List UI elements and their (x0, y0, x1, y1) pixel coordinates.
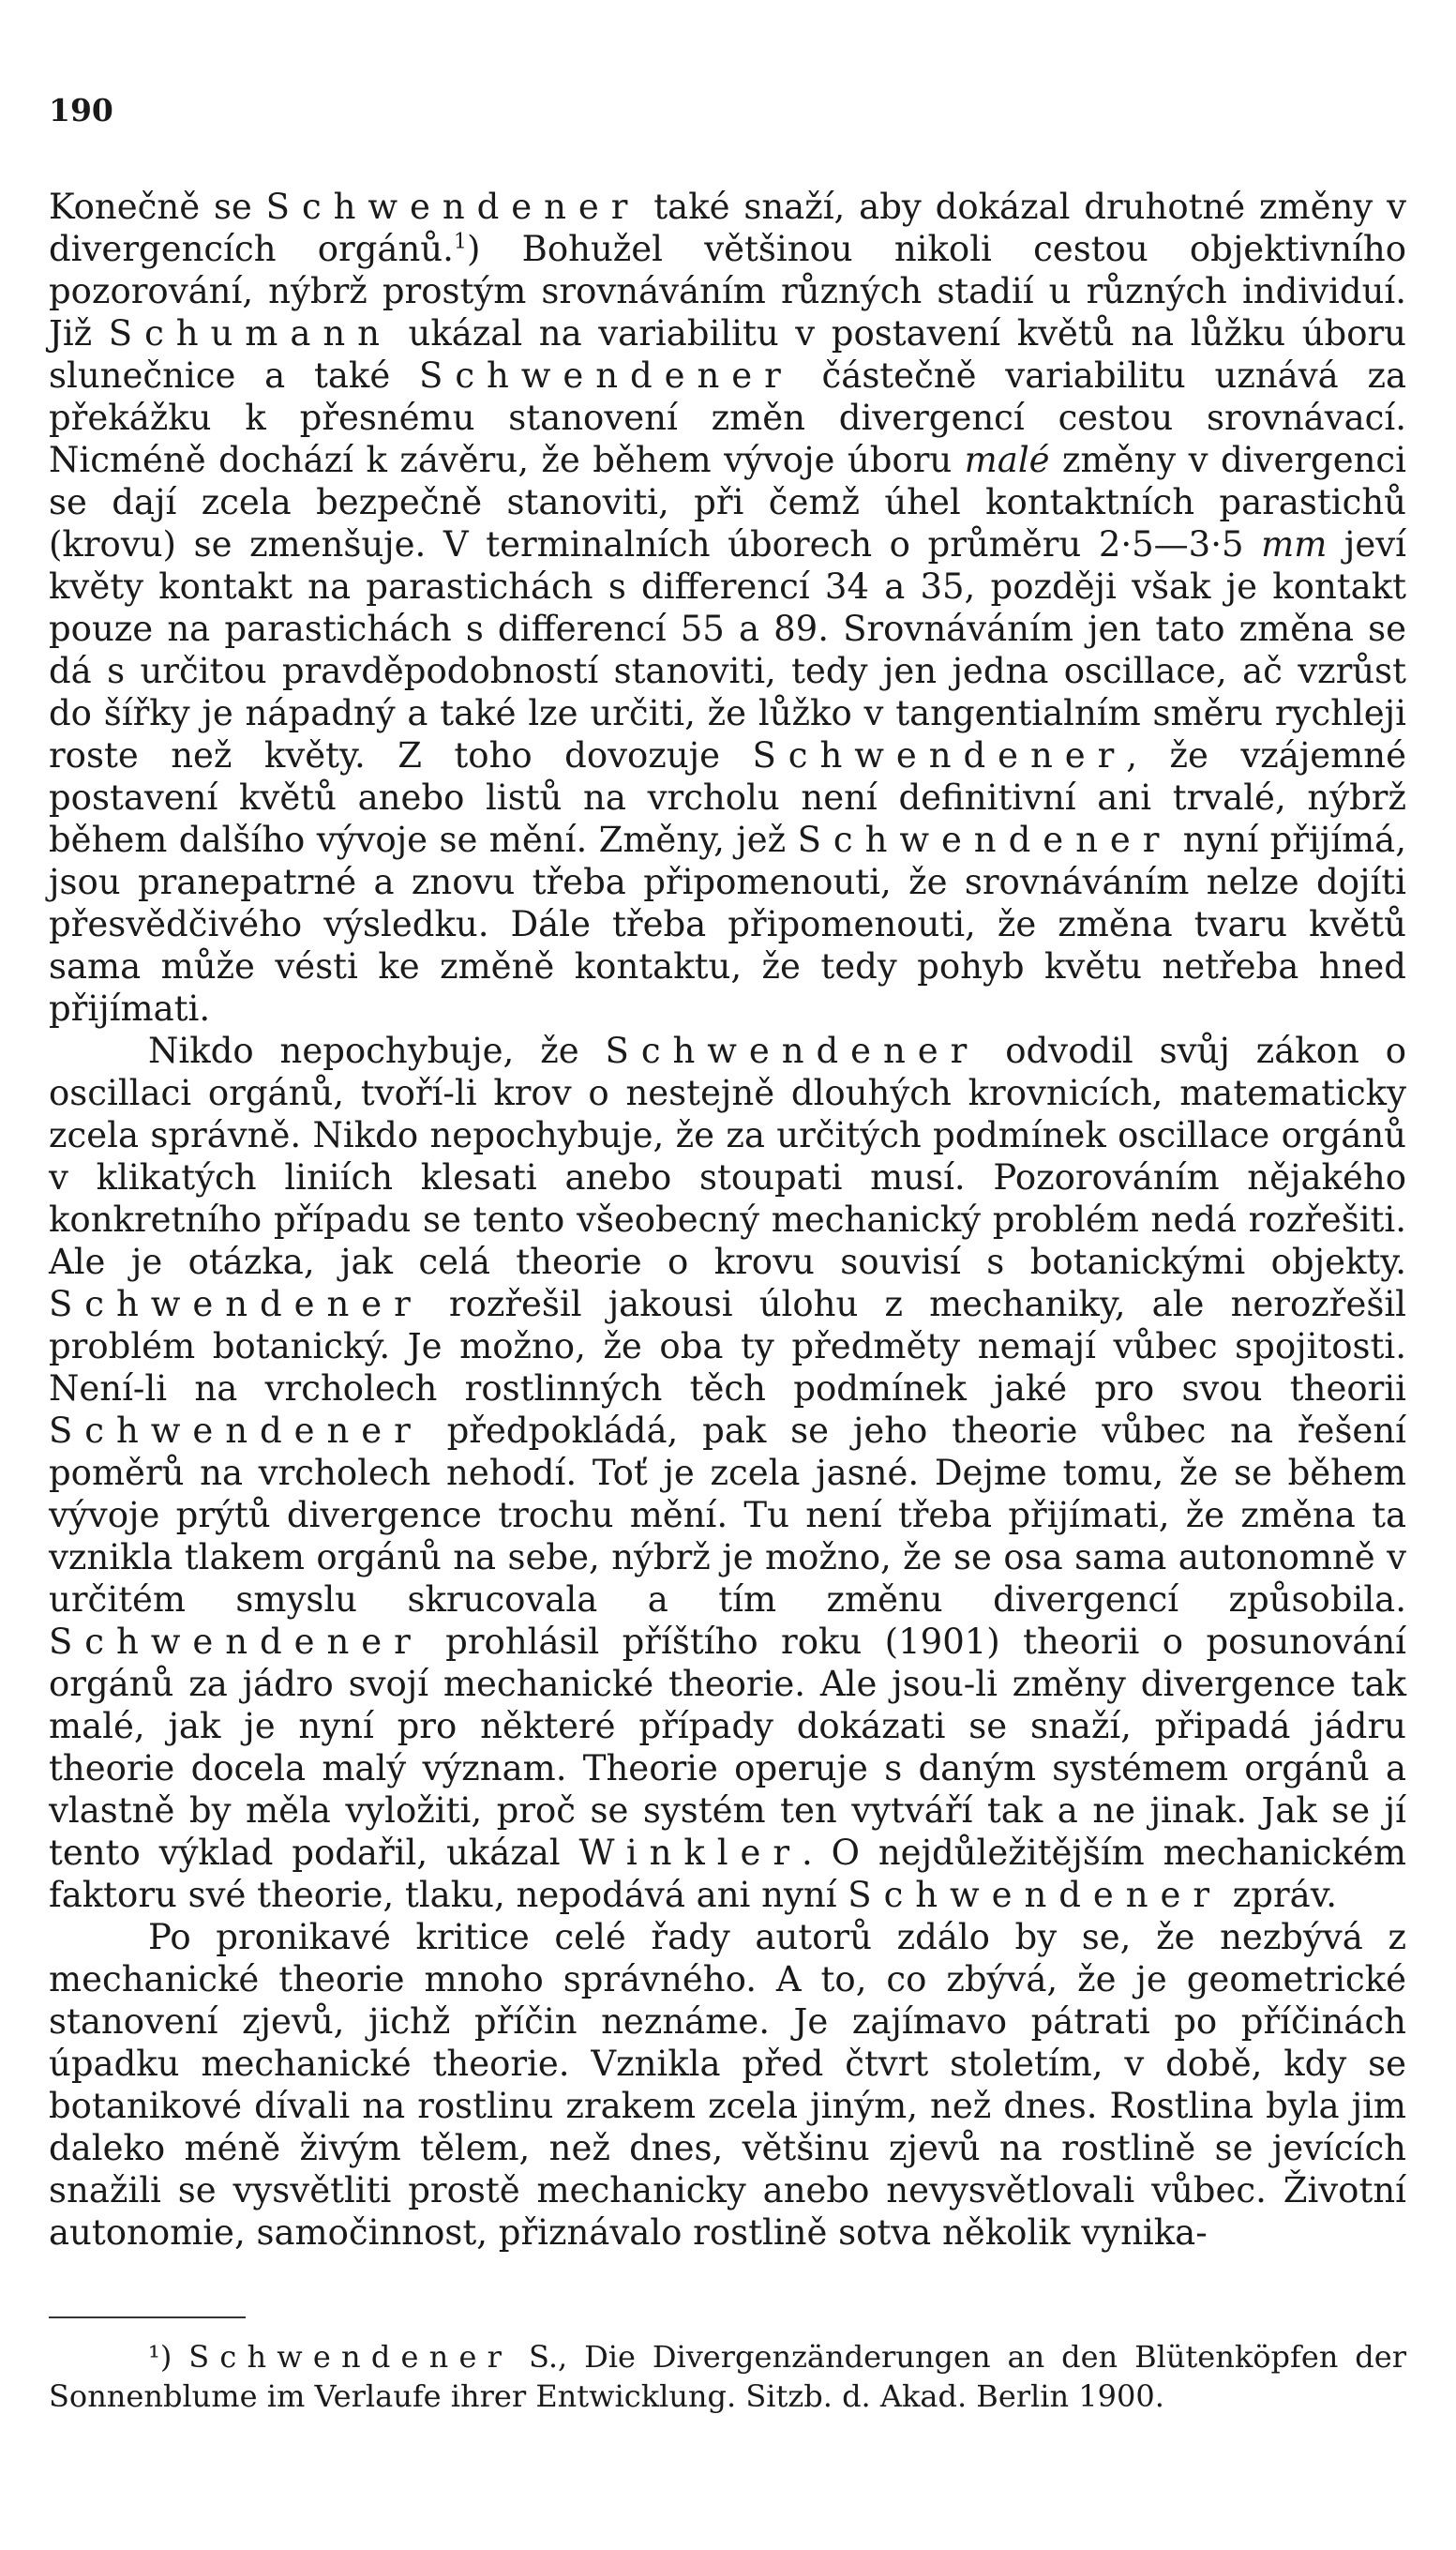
footnote-divider (49, 2316, 246, 2318)
text-run: ¹) (148, 2339, 189, 2375)
paragraph (49, 1916, 1406, 2254)
author-name: Schwendener (419, 355, 793, 396)
text-run: Konečně se (49, 187, 266, 227)
author-name: Schwendener (49, 1411, 423, 1451)
text-run: rozřešil jakousi úlohu z mechaniky, ale nerozřešil problém botanický. Je možno, že oba ty předměty nemají vůbec spojitosti. Není-li na vrcholech rostlinných těch podmínek jaké pro svou theorii (49, 1284, 1406, 1409)
footnote (49, 2337, 1406, 2416)
text-run: předpokládá, pak se jeho theorie vůbec na řešení poměrů na vrcholech nehodí. Toť je zcela jasné. Dejme tomu, že se během vývoje prýtů divergence trochu mění. Tu není třeba přijímati, že změna ta vznikla tlakem orgánů na sebe, nýbrž je možno, že se osa sama autonomně v určitém smyslu skrucovala a tím změnu divergencí způsobila. (49, 1411, 1406, 1620)
author-name: Schwendener (797, 820, 1172, 860)
text-run: částečně variabilitu uznává za překážku k přesnému stanovení změn divergencí cestou srovnávací. Nicméně dochází k závěru, že během vývoje úboru (49, 355, 1406, 480)
author-name: Schumann (108, 313, 392, 354)
author-name: Schwendener (49, 1284, 423, 1324)
text-run: jeví květy kontakt na parastichách s differencí 34 a 35, později však je kontakt pouze na parastichách s differencí 55 a 89. Srovnáváním jen tato změna se dá s určitou pravděpodobností stanoviti, tedy jen jedna oscillace, ač vzrůst do šířky je nápadný a také lze určiti, že lůžko v tangentialním směru rychleji roste než květy. Z toho dovozuje (49, 524, 1406, 776)
emphasis-text: mm (1261, 524, 1328, 565)
author-name: Schwendener (752, 735, 1127, 776)
text-run: zpráv. (1222, 1875, 1338, 1915)
author-name: Schwendener (188, 2339, 513, 2375)
text-run: Po pronikavé kritice celé řady autorů zdálo by se, že nezbývá z mechanické theorie mnoho správného. A to, co zbývá, že je geometrické stanovení zjevů, jichž příčin neznáme. Je zajímavo pátrati po příčinách úpadku mechanické theorie. Vznikla před čtvrt stoletím, v době, kdy se botanikové dívali na rostlinu zrakem zcela jiným, než dnes. Rostlina byla jim daleko méně živým tělem, než dnes, většinu zjevů na rostlině se jevících snažili se vysvětliti prostě mechanicky anebo nevysvětlovali vůbec. Životní autonomie, samočinnost, přiznávalo rostlině sotva několik vynika- (49, 1917, 1406, 2253)
body-text (49, 186, 1406, 2254)
text-run: odvodil svůj zákon o oscillaci orgánů, tvoří-li krov o nestejně dlouhých krovnicích, matematicky zcela správně. Nikdo nepochybuje, že za určitých podmínek oscillace orgánů v klikatých liniích klesati anebo stoupati musí. Pozorováním nějakého konkretního případu se tento všeobecný mechanický problém nedá rozřešiti. Ale je otázka, jak celá theorie o krovu souvisí s botanickými objekty. (49, 1031, 1406, 1282)
page-number: 190 (49, 92, 113, 128)
author-name: Schwendener (848, 1875, 1223, 1915)
text-run: nyní přijímá, jsou pranepatrné a znovu třeba připomenouti, že srovnáváním nelze dojíti přesvědčivého výsledku. Dále třeba připomenouti, že změna tvaru květů sama může vésti ke změně kontaktu, že tedy pohyb květu netřeba hned přijímati. (49, 820, 1406, 1029)
text-run: Nikdo nepochybuje, že (148, 1031, 606, 1071)
text-run: , že vzájemné postavení květů anebo listů na vrcholu není definitivní ani trvalé, nýbrž během dalšího vývoje se mění. Změny, jež (49, 735, 1406, 860)
text-run: S., Die Divergenzänderungen an den Blütenköpfen der Sonnenblume im Verlaufe ihrer Entwicklung. Sitzb. d. Akad. Berlin 1900. (49, 2339, 1407, 2414)
text-run: změny v divergenci se dají zcela bezpečně stanoviti, při čemž úhel kontaktních parastichů (krovu) se zmenšuje. V terminalních úborech o průměru 2·5—3·5 (49, 440, 1406, 565)
author-name: Schwendener (605, 1031, 980, 1071)
footnote-marker: 1 (453, 229, 467, 254)
emphasis-text: malé (964, 440, 1050, 480)
text-run: . O nejdůležitějším mechanickém faktoru své theorie, tlaku, nepodává ani nyní (49, 1833, 1406, 1915)
author-name: Schwendener (49, 1622, 423, 1662)
author-name: Schwendener (265, 187, 640, 227)
author-name: Winkler (578, 1833, 803, 1873)
paragraph (49, 1030, 1406, 1916)
text-run: prohlásil příštího roku (1901) theorii o posunování orgánů za jádro svojí mechanické theorie. Ale jsou-li změny divergence tak malé, jak je nyní pro některé případy dokázati se snaží, připadá jádru theorie docela malý význam. Theorie operuje s daným systémem orgánů a vlastně by měla vyložiti, proč se systém ten vytváří tak a ne jinak. Jak se jí tento výklad podařil, ukázal (49, 1622, 1406, 1873)
text-run: ukázal na variabilitu v postavení květů na lůžku úboru slunečnice a také (49, 313, 1407, 396)
paragraph (49, 186, 1406, 1030)
text-run: ) Bohužel většinou nikoli cestou objektivního pozorování, nýbrž prostým srovnáváním různých stadií u různých individuí. Již (49, 229, 1406, 354)
text-run: také snaží, aby dokázal druhotné změny v divergencích orgánů. (49, 187, 1406, 269)
